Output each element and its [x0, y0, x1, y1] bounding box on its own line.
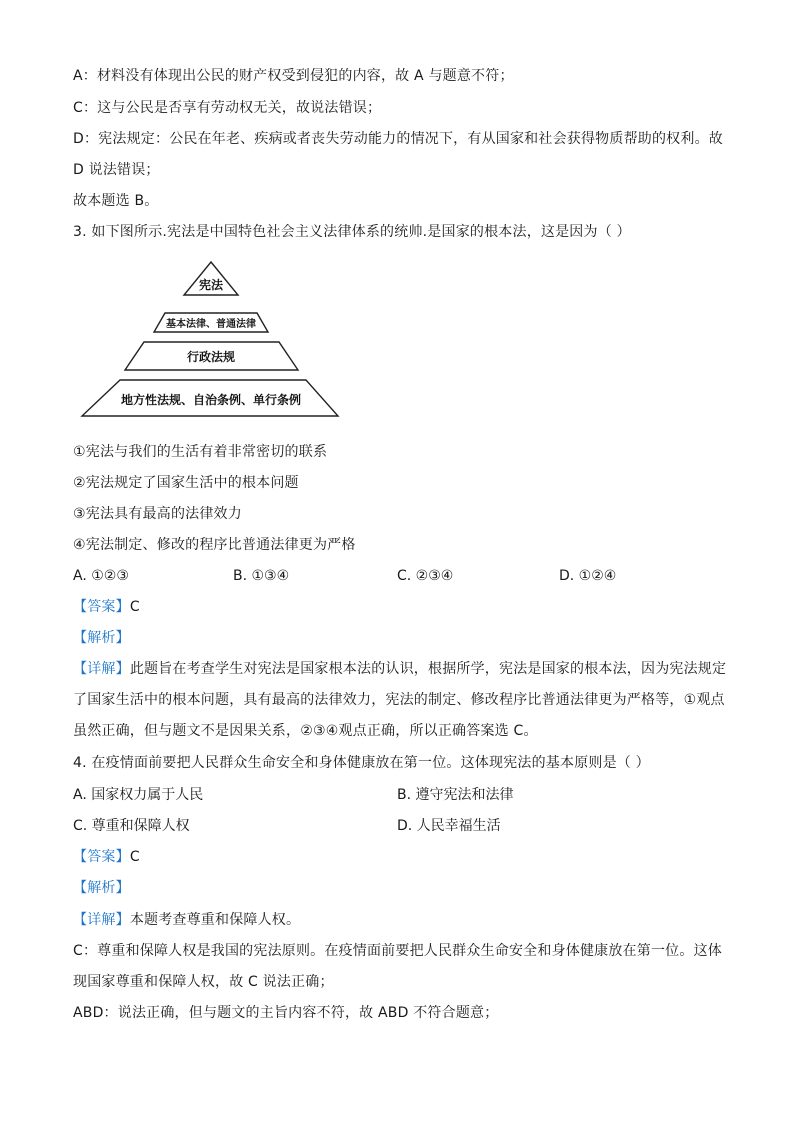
question-3-option-d: D. ①②④	[559, 568, 617, 584]
pyramid-level-4-label: 地方性法规、自治条例、单行条例	[120, 393, 302, 407]
detail-text: 此题旨在考查学生对宪法是国家根本法的认识，根据所学，宪法是国家的根本法，因为宪法规定	[129, 661, 727, 677]
pyramid-level-1-label: 宪法	[198, 278, 224, 292]
law-hierarchy-pyramid	[80, 258, 344, 422]
explanation-line-a: A：材料没有体现出公民的财产权受到侵犯的内容，故 A 与题意不符；	[73, 68, 514, 84]
question-3-detail-line-3: 虽然正确，但与题文不是因果关系，②③④观点正确，所以正确答案选 C。	[73, 723, 538, 739]
question-4-option-d: D. 人民幸福生活	[397, 818, 501, 834]
explanation-line-d: D：宪法规定：公民在年老、疾病或者丧失劳动能力的情况下，有从国家和社会获得物质帮助的权利。故	[73, 131, 723, 147]
answer-tag: 【答案】	[73, 849, 130, 865]
question-4-detail-line-4: ABD：说法正确，但与题文的主旨内容不符，故 ABD 不符合题意；	[73, 1005, 499, 1021]
question-4-option-a: A. 国家权力属于人民	[73, 787, 204, 803]
analysis-tag: 【解析】	[73, 630, 130, 646]
question-3-stem: 3. 如下图所示.宪法是中国特色社会主义法律体系的统帅.是国家的根本法，这是因为（ ）	[73, 224, 631, 240]
conclusion-line: 故本题选 B。	[73, 193, 159, 209]
question-3-analysis-heading	[73, 628, 723, 648]
analysis-tag: 【解析】	[73, 880, 130, 896]
detail-tag: 【详解】	[73, 912, 130, 928]
statement-1: ①宪法与我们的生活有着非常密切的联系	[73, 444, 328, 460]
question-3-detail-line-1	[73, 659, 727, 679]
question-3-option-c: C. ②③④	[397, 568, 454, 584]
question-3-answer	[73, 597, 723, 617]
question-3-option-a: A. ①②③	[73, 568, 129, 584]
question-4-option-c: C. 尊重和保障人权	[73, 818, 190, 834]
question-4-answer	[73, 847, 723, 867]
question-4-analysis-heading	[73, 878, 723, 898]
question-4-stem: 4. 在疫情面前要把人民群众生命安全和身体健康放在第一位。这体现宪法的基本原则是（ ）	[73, 755, 650, 771]
detail-text: 本题考查尊重和保障人权。	[129, 912, 301, 928]
explanation-line-d-cont: D 说法错误；	[73, 162, 160, 178]
statement-2: ②宪法规定了国家生活中的根本问题	[73, 475, 299, 491]
question-4-detail-line-1	[73, 910, 723, 930]
detail-tag: 【详解】	[73, 661, 130, 677]
question-4-detail-line-3: 现国家尊重和保障人权，故 C 说法正确；	[73, 974, 334, 990]
statement-4: ④宪法制定、修改的程序比普通法律更为严格	[73, 537, 356, 553]
question-3-option-b: B. ①③④	[233, 568, 290, 584]
question-3-detail-line-2: 了国家生活中的根本问题，具有最高的法律效力，宪法的制定、修改程序比普通法律更为严格等，①观点	[73, 692, 725, 708]
answer-tag: 【答案】	[73, 599, 130, 615]
pyramid-level-2-label: 基本法律、普通法律	[166, 319, 256, 330]
question-4-detail-line-2: C：尊重和保障人权是我国的宪法原则。在疫情面前要把人民群众生命安全和身体健康放在第一位。这体	[73, 943, 722, 959]
question-4-option-b: B. 遵守宪法和法律	[397, 787, 514, 803]
explanation-line-c: C：这与公民是否享有劳动权无关，故说法错误；	[73, 100, 382, 116]
answer-value: C	[129, 599, 140, 615]
statement-3: ③宪法具有最高的法律效力	[73, 506, 242, 522]
answer-value: C	[129, 849, 140, 865]
pyramid-level-3-label: 行政法规	[186, 350, 236, 364]
